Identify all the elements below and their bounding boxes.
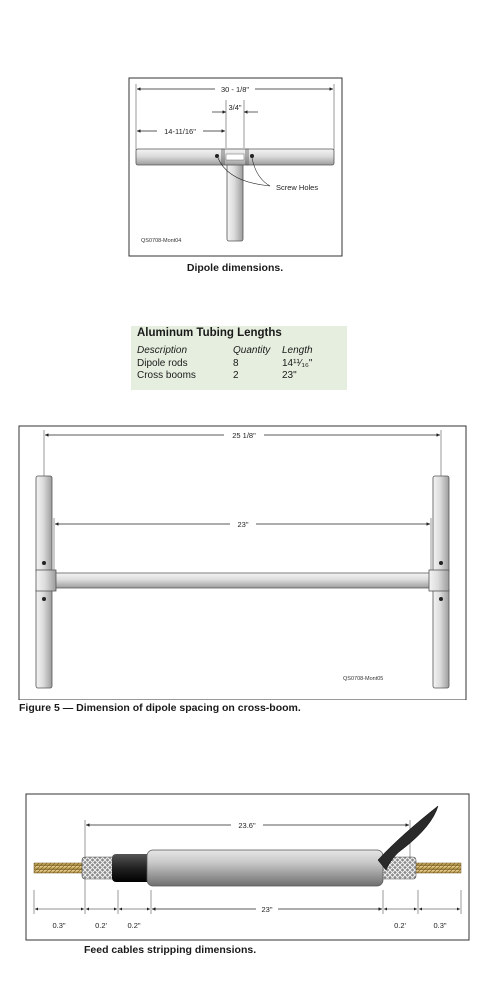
- screw-hole-right: [250, 154, 254, 158]
- right-dipole-upper-rod: [433, 476, 449, 573]
- table-cell-quantity: 2: [233, 370, 239, 381]
- figure1-caption: Dipole dimensions.: [186, 262, 284, 274]
- gap-dimension-label: 3/4": [228, 103, 242, 112]
- dipole-dimensions-diagram: [0, 0, 500, 290]
- overall-strip-label: 23.6": [238, 821, 256, 830]
- jacket-dimension-label: 23": [261, 905, 273, 914]
- right-dipole-lower-rod: [433, 588, 449, 688]
- table-cell-length: 14¹¹⁄₁₆": [282, 358, 313, 369]
- left-tee-fitting: [36, 570, 56, 591]
- table-cell-description: Dipole rods: [137, 358, 188, 369]
- screw-holes-label: Screw Holes: [276, 183, 319, 192]
- left-center-conductor: [34, 863, 86, 873]
- table-cell-description: Cross booms: [137, 370, 196, 381]
- outer-spacing-label: 25 1/8": [232, 431, 256, 440]
- segment-label: 0.2': [95, 921, 107, 930]
- left-screw-hole-upper: [42, 561, 46, 565]
- figure2-frame: [19, 426, 466, 700]
- table-header-description: Description: [137, 345, 188, 356]
- right-screw-hole-lower: [439, 597, 443, 601]
- figure2-caption: Figure 5 — Dimension of dipole spacing on cross-boom.: [19, 702, 301, 714]
- figure3-caption: Feed cables stripping dimensions.: [84, 944, 257, 956]
- inner-spacing-label: 23": [237, 520, 249, 529]
- right-dipole-rod: [246, 149, 334, 165]
- left-dipole-lower-rod: [36, 588, 52, 688]
- left-dipole-rod: [136, 149, 224, 165]
- tubing-lengths-table: [131, 326, 347, 390]
- inner-black-shield: [112, 854, 152, 882]
- right-tee-fitting: [429, 570, 449, 591]
- table-cell-length: 23": [282, 370, 297, 381]
- segment-label: 0.2": [127, 921, 141, 930]
- left-screw-hole-lower: [42, 597, 46, 601]
- table-header-quantity: Quantity: [233, 345, 271, 356]
- overall-dimension-label: 30 - 1/8": [220, 85, 250, 94]
- segment-label: 0.3": [52, 921, 66, 930]
- segment-label: 0.2': [394, 921, 406, 930]
- table-header-length: Length: [282, 345, 313, 356]
- feed-cable-stripping-diagram: [0, 790, 500, 950]
- figure1-credit: QS0708-Mont04: [141, 238, 182, 244]
- table-cell-quantity: 8: [233, 358, 239, 369]
- rod-dimension-label: 14-11/16": [164, 127, 196, 136]
- left-dipole-upper-rod: [36, 476, 52, 573]
- right-center-conductor: [410, 863, 461, 873]
- right-screw-hole-upper: [439, 561, 443, 565]
- figure2-credit: QS0708-Mont05: [343, 676, 384, 682]
- tee-vertical-tube: [227, 163, 243, 241]
- cross-boom-tube: [52, 573, 434, 588]
- table-title: Aluminum Tubing Lengths: [137, 327, 282, 339]
- cable-jacket: [147, 850, 383, 886]
- cross-boom-spacing-diagram: [0, 410, 500, 700]
- segment-label: 0.3": [433, 921, 447, 930]
- screw-hole-left: [215, 154, 219, 158]
